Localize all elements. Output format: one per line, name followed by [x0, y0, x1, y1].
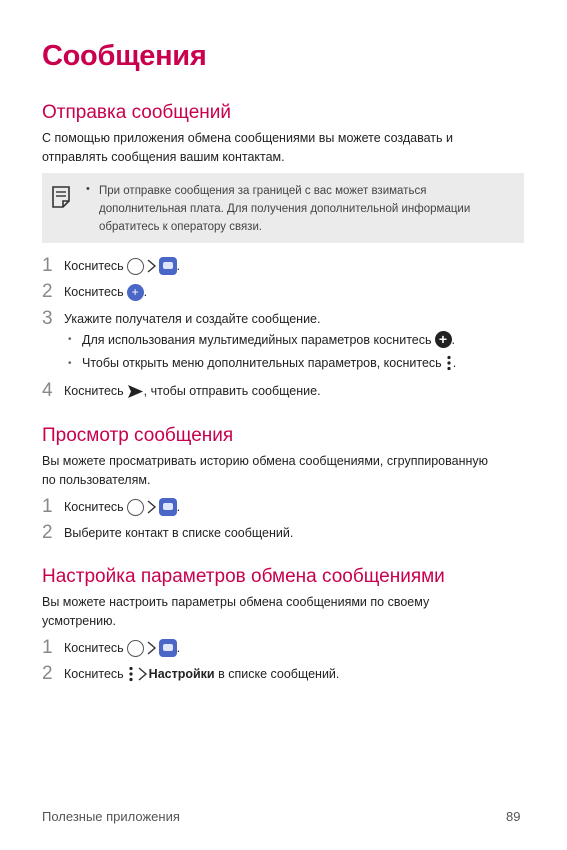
page-title: Сообщения [42, 40, 207, 72]
sub-bullet-text: Чтобы открыть меню дополнительных параметров, коснитесь [82, 356, 442, 370]
step-text: Выберите контакт в списке сообщений. [64, 526, 294, 540]
send-icon [127, 384, 144, 399]
step-number: 4 [42, 380, 53, 401]
page-number: 89 [506, 809, 521, 824]
step-text: Укажите получателя и создайте сообщение. [64, 312, 321, 326]
note-line: При отправке сообщения за границей с вас может взиматься [99, 185, 427, 197]
bullet-dot: • [68, 334, 72, 345]
step-number: 1 [42, 496, 53, 517]
note-line: обратитесь к оператору связи. [99, 221, 263, 233]
step-text: Коснитесь [64, 641, 124, 655]
section-heading-send: Отправка сообщений [42, 102, 232, 123]
step-item [42, 522, 293, 544]
step-item [42, 281, 147, 303]
section-intro-settings [42, 593, 527, 631]
step-item [42, 496, 180, 518]
chevron-right-icon [145, 258, 157, 274]
add-circle-icon: + [435, 331, 452, 348]
step-number: 2 [42, 281, 53, 302]
step-number: 3 [42, 308, 53, 329]
step-item [42, 637, 180, 659]
step-end: . [176, 259, 181, 273]
chevron-right-icon [145, 640, 157, 656]
step-number: 1 [42, 637, 53, 658]
settings-label: Настройки [148, 667, 215, 681]
step-end: . [176, 500, 181, 514]
step-item [42, 663, 339, 685]
intro-line: отправлять сообщения вашим контактам. [42, 150, 285, 164]
step-number: 1 [42, 255, 53, 276]
note-box [42, 173, 524, 243]
footer-chapter: Полезные приложения [42, 809, 180, 824]
sub-bullet [68, 331, 455, 348]
intro-line: по пользователям. [42, 473, 151, 487]
chevron-right-icon [145, 499, 157, 515]
home-circle-icon [127, 640, 144, 657]
step-text: Коснитесь [64, 384, 124, 398]
sub-bullet-end: . [451, 332, 455, 347]
section-intro-send [42, 129, 527, 167]
step-number: 2 [42, 522, 53, 543]
home-circle-icon [127, 258, 144, 275]
messaging-app-icon [159, 639, 177, 657]
section-heading-view: Просмотр сообщения [42, 425, 234, 446]
step-end: в списке сообщений. [214, 667, 340, 681]
step-text: Коснитесь [64, 285, 124, 299]
sub-bullet-text: Для использования мультимедийных параметров коснитесь [82, 332, 432, 347]
note-bullet: • [86, 183, 90, 195]
sub-bullet-end: . [452, 356, 457, 370]
section-intro-view [42, 452, 527, 490]
step-number: 2 [42, 663, 53, 684]
step-text: Коснитесь [64, 500, 124, 514]
home-circle-icon [127, 499, 144, 516]
note-line: дополнительная плата. Для получения дополнительной информации [99, 203, 471, 215]
step-end: , чтобы отправить сообщение. [143, 384, 321, 398]
step-end: . [143, 285, 148, 299]
plus-icon: + [127, 284, 144, 301]
intro-line: Вы можете просматривать историю обмена сообщениями, сгруппированную [42, 454, 489, 468]
step-text: Коснитесь [64, 667, 124, 681]
intro-line: Вы можете настроить параметры обмена сообщениями по своему [42, 595, 430, 609]
more-vertical-icon [445, 355, 453, 371]
intro-line: С помощью приложения обмена сообщениями вы можете создавать и [42, 131, 453, 145]
step-item [42, 308, 320, 330]
note-text [99, 182, 509, 236]
sub-bullet [68, 355, 456, 371]
intro-line: усмотрению. [42, 614, 116, 628]
step-text: Коснитесь [64, 259, 124, 273]
chevron-right-icon [136, 666, 148, 682]
more-vertical-icon [127, 666, 135, 682]
step-item [42, 255, 180, 277]
messaging-app-icon [159, 498, 177, 516]
step-end: . [176, 641, 181, 655]
bullet-dot: • [68, 357, 72, 369]
step-item [42, 380, 321, 402]
section-heading-settings: Настройка параметров обмена сообщениями [42, 566, 445, 587]
messaging-app-icon [159, 257, 177, 275]
note-icon [52, 186, 70, 208]
